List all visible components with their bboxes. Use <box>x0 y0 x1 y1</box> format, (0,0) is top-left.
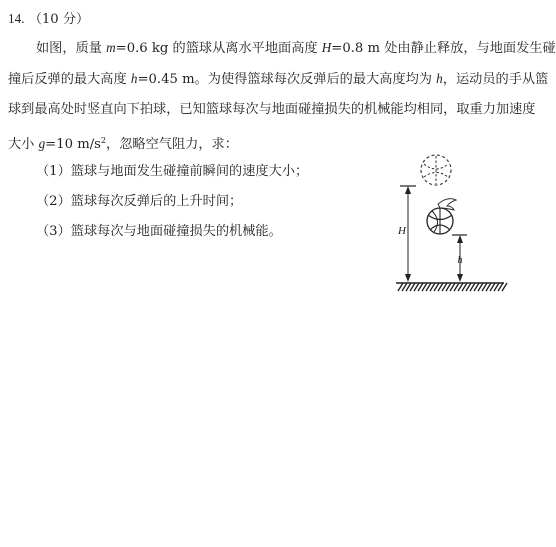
height-h-arrow-up <box>457 235 463 243</box>
basketball-diagram <box>390 150 510 300</box>
stem-text: =0.8 m 处由静止释放，与地面发生碰 <box>331 41 556 56</box>
height-H-arrow-up <box>405 186 411 194</box>
basketball <box>427 208 453 234</box>
question-2: （2）篮球每次反弹后的上升时间； <box>36 194 243 209</box>
problem-header <box>8 10 89 29</box>
question-1: （1）篮球与地面发生碰撞前瞬间的速度大小； <box>36 164 309 179</box>
stem-text: 撞后反弹的最大高度 <box>8 72 131 87</box>
var-h: h <box>130 71 138 86</box>
question-3: （3）篮球每次与地面碰撞损失的机械能。 <box>36 224 282 239</box>
stem-text: 球到最高处时竖直向下拍球，已知篮球每次与地面碰撞损失的机械能均相同，取重力加速度 <box>8 102 536 117</box>
stem-text: 大小 <box>8 137 39 152</box>
stem-text: =0.45 m。为使得篮球每次反弹后的最大高度均为 <box>137 72 437 87</box>
stem-line-4 <box>8 132 238 154</box>
var-h: h <box>436 71 443 86</box>
exponent: 2 <box>100 136 107 145</box>
ground-hatching <box>398 283 507 291</box>
label-H: H <box>398 225 406 237</box>
stem-text: ，运动员的手从篮 <box>442 72 549 87</box>
stem-line-2 <box>8 70 548 89</box>
problem-number: 14. <box>8 11 25 26</box>
stem-line-3 <box>8 101 536 119</box>
problem-score: （10 分） <box>28 12 90 27</box>
var-H: H <box>321 40 332 55</box>
height-H-arrow-down <box>405 274 411 282</box>
var-g: g <box>38 136 46 151</box>
var-m: m <box>106 40 116 55</box>
height-h-arrow-down <box>457 274 463 282</box>
stem-text: =0.6 kg 的篮球从离水平地面高度 <box>115 41 322 56</box>
stem-line-1 <box>36 39 556 58</box>
stem-text: ，忽略空气阻力，求： <box>106 137 238 152</box>
released-ball-dashed <box>421 155 451 185</box>
stem-text: 如图，质量 <box>36 41 107 56</box>
label-h: h <box>457 255 463 266</box>
stem-text: =10 m/s <box>45 137 101 152</box>
